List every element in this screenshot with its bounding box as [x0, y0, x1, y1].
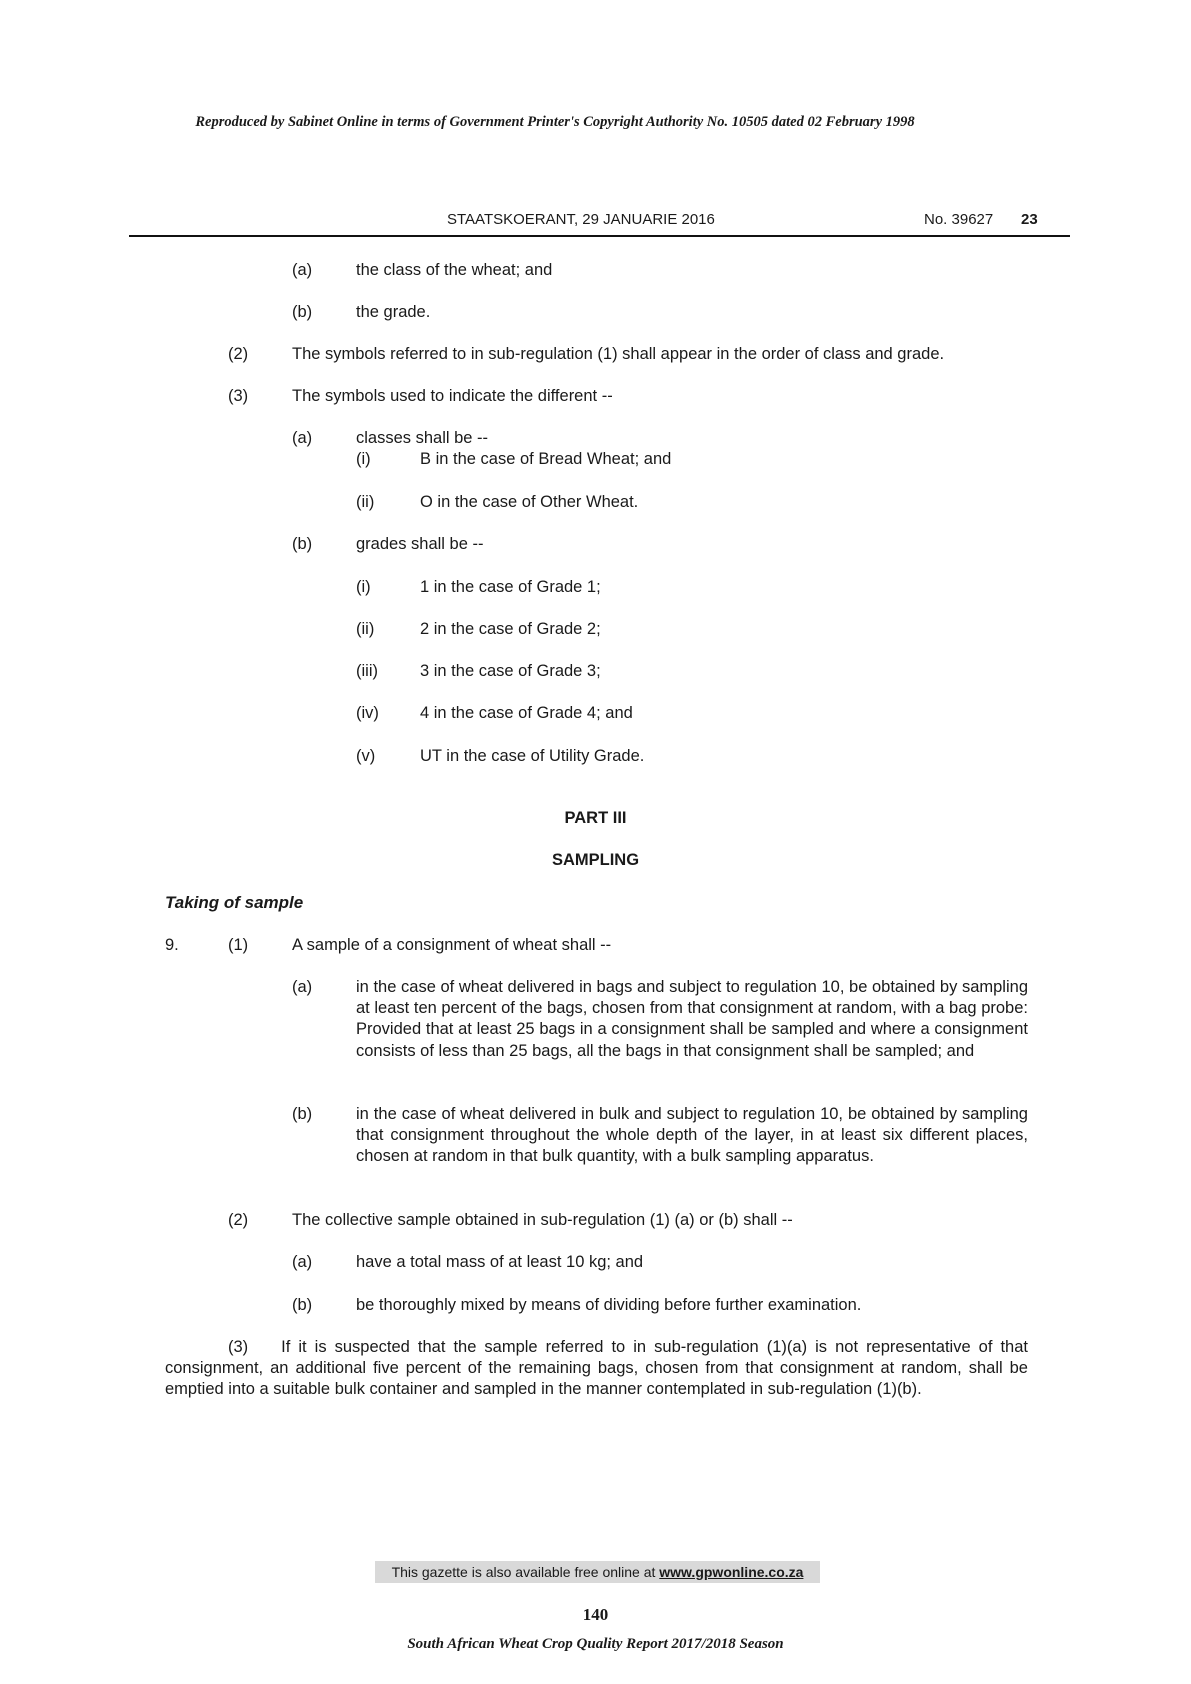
item-label: (ii) — [356, 493, 375, 511]
item-label: (2) — [228, 1211, 249, 1229]
item-label: (b) — [292, 1105, 313, 1123]
item-label: (a) — [292, 978, 313, 996]
item-text: the class of the wheat; and — [356, 261, 553, 279]
gpwonline-link[interactable]: www.gpwonline.co.za — [659, 1564, 804, 1580]
grade-label: (ii) — [356, 620, 375, 638]
grade-label: (i) — [356, 578, 371, 596]
item-label: (a) — [292, 429, 313, 447]
item-label: (i) — [356, 450, 371, 468]
item-text: The symbols referred to in sub-regulation (1) shall appear in the order of class and grade. — [292, 345, 945, 363]
item-label: (a) — [292, 261, 313, 279]
regulation-number: 9. — [165, 936, 179, 954]
part-heading: PART III — [564, 809, 627, 827]
grade-text: 4 in the case of Grade 4; and — [420, 704, 633, 722]
item-text: grades shall be -- — [356, 535, 484, 553]
item-text: A sample of a consignment of wheat shall -- — [292, 936, 612, 954]
item-label: (b) — [292, 303, 313, 321]
item-text: be thoroughly mixed by means of dividing before further examination. — [356, 1296, 862, 1314]
paragraph-text: in the case of wheat delivered in bulk and subject to regulation 10, be obtained by sampling that consignment throughout the whole depth of the layer, in at least six different places, chosen at random in that bulk quantity, with a bulk sampling apparatus. — [356, 1105, 1028, 1166]
item-label: (a) — [292, 1253, 313, 1271]
paragraph-text: If it is suspected that the sample referred to in sub-regulation (1)(a) is not representative of that consignment, an additional five percent of the remaining bags, chosen from that consignment at random, shall be emptied into a suitable bulk container and sampled in the manner contemplated in sub-regulation (1)(b). — [165, 1338, 1028, 1399]
item-text: classes shall be -- — [356, 429, 489, 447]
gazette-page: 23 — [1021, 211, 1038, 228]
item-text: B in the case of Bread Wheat; and — [420, 450, 672, 468]
sub-heading: Taking of sample — [165, 893, 304, 912]
item-text: the grade. — [356, 303, 431, 321]
item-label: (b) — [292, 535, 313, 553]
grade-text: 2 in the case of Grade 2; — [420, 620, 601, 638]
online-notice — [375, 1561, 820, 1583]
header-rule — [129, 235, 1070, 237]
item-label: (2) — [228, 345, 249, 363]
item-label: (1) — [228, 936, 249, 954]
item-label: (3) — [228, 387, 249, 405]
grade-text: 1 in the case of Grade 1; — [420, 578, 601, 596]
section-heading: SAMPLING — [551, 851, 640, 869]
item-text: O in the case of Other Wheat. — [420, 493, 639, 511]
grade-label: (iii) — [356, 662, 378, 680]
item-text: The collective sample obtained in sub-regulation (1) (a) or (b) shall -- — [292, 1211, 793, 1229]
paragraph-3 — [165, 1337, 1028, 1401]
grade-label: (iv) — [356, 704, 379, 722]
grade-text: 3 in the case of Grade 3; — [420, 662, 601, 680]
gazette-title: STAATSKOERANT, 29 JANUARIE 2016 — [447, 211, 715, 228]
item-text: have a total mass of at least 10 kg; and — [356, 1253, 644, 1271]
item-label: (3) — [228, 1338, 249, 1356]
grade-label: (v) — [356, 747, 376, 765]
paragraph-text: in the case of wheat delivered in bags and subject to regulation 10, be obtained by sampling at least ten percent of the bags, chosen from that consignment at random, with a bag probe: Provided that at least 25 bags in a consignment shall be sampled and where a consignment consists of less than 25 bags, all the bags in that consignment shall be sampled; and — [356, 978, 1028, 1060]
item-label: (b) — [292, 1296, 313, 1314]
gazette-number: No. 39627 — [924, 211, 994, 228]
page-number: 140 — [582, 1605, 609, 1624]
grade-text: UT in the case of Utility Grade. — [420, 747, 645, 765]
report-title: South African Wheat Crop Quality Report 2017/2018 Season — [407, 1636, 784, 1652]
copyright-notice: Reproduced by Sabinet Online in terms of Government Printer's Copyright Authority No. 10505 dated 02 February 1998 — [195, 114, 915, 130]
online-notice-text: This gazette is also available free online at — [391, 1564, 660, 1580]
item-text: The symbols used to indicate the different -- — [292, 387, 613, 405]
